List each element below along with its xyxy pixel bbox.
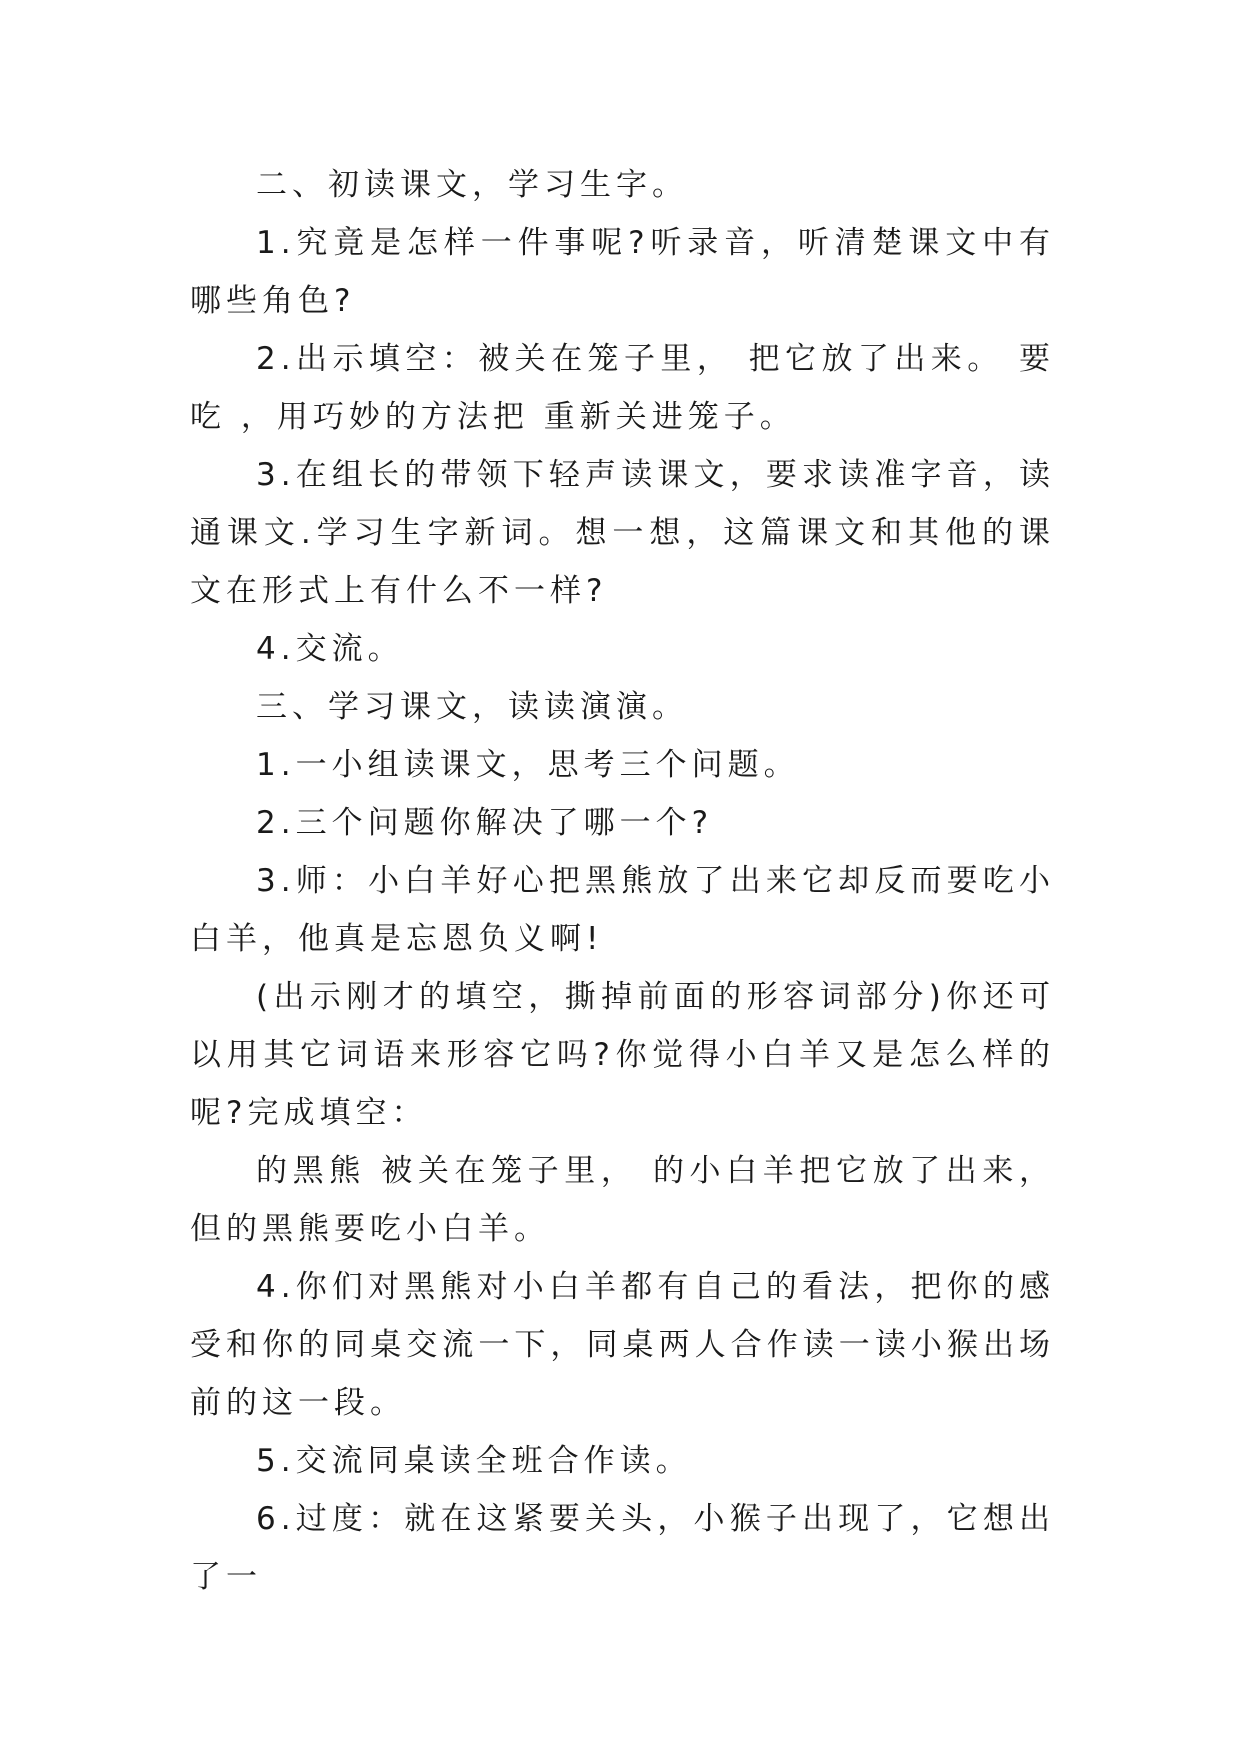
section-heading-two: 二、初读课文，学习生字。 [256,167,688,203]
paragraph-item: 1.究竟是怎样一件事呢?听录音，听清楚课文中有哪些角色? [190,225,1055,319]
fill-in-blank-paragraph: 的黑熊 被关在笼子里， 的小白羊把它放了出来，但的黑熊要吃小白羊。 [190,1153,1055,1247]
paragraph-item: 3.在组长的带领下轻声读课文，要求读准字音，读通课文.学习生字新词。想一想，这篇课文和其他的课文在形式上有什么不一样? [190,457,1055,609]
paragraph-item: 2.出示填空：被关在笼子里， 把它放了出来。 要吃 ，用巧妙的方法把 重新关进笼子。 [190,341,1055,435]
paragraph-item: 3.师：小白羊好心把黑熊放了出来它却反而要吃小白羊，他真是忘恩负义啊! [190,863,1055,957]
paragraph-item: 4.交流。 [256,631,404,667]
paragraph-item: 4.你们对黑熊对小白羊都有自己的看法，把你的感受和你的同桌交流一下，同桌两人合作读一读小猴出场前的这一段。 [190,1269,1055,1421]
section-heading-three: 三、学习课文，读读演演。 [256,689,688,725]
paragraph-item: 6.过度：就在这紧要关头，小猴子出现了，它想出了一 [190,1501,1055,1595]
document-body [190,156,1055,1606]
paragraph-item: 2.三个问题你解决了哪一个? [256,805,714,841]
paragraph-item: (出示刚才的填空，撕掉前面的形容词部分)你还可以用其它词语来形容它吗?你觉得小白羊又是怎么样的呢?完成填空： [190,979,1055,1131]
paragraph-item: 5.交流同桌读全班合作读。 [256,1443,692,1479]
paragraph-item: 1.一小组读课文，思考三个问题。 [256,747,800,783]
